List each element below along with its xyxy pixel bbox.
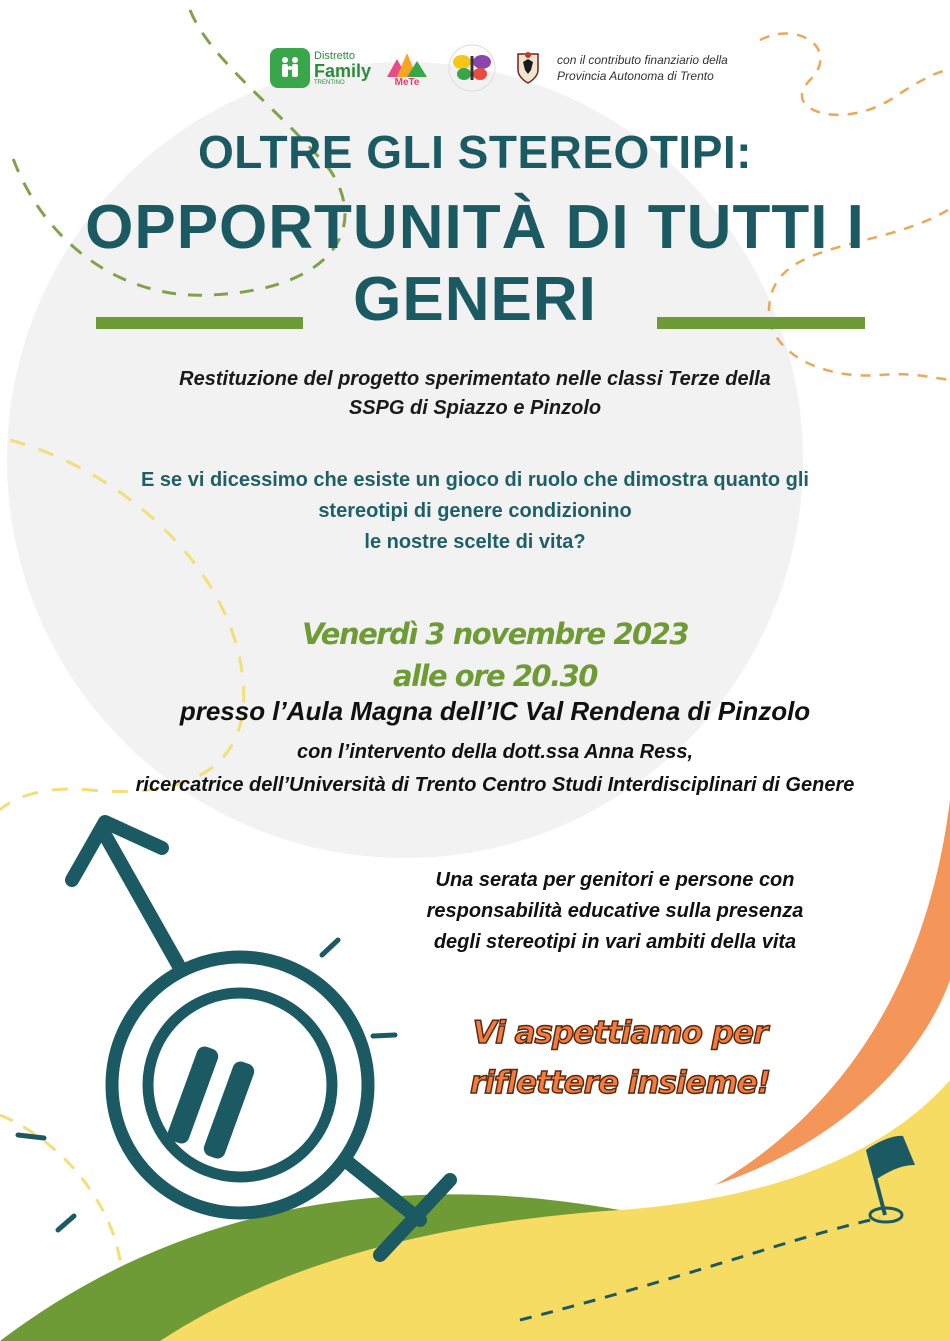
title-line1: OLTRE GLI STEREOTIPI: — [198, 126, 752, 178]
family-figure-icon — [270, 48, 310, 88]
sponsor-logos — [270, 40, 728, 96]
event-date: Venerdì 3 novembre 2023 — [301, 617, 689, 651]
gender-symbol-icon — [72, 822, 450, 1255]
event-time: alle ore 20.30 — [393, 659, 597, 693]
event-venue: presso l’Aula Magna dell’IC Val Rendena di Pinzolo — [179, 696, 811, 726]
question-line1: E se vi dicessimo che esiste un gioco di ruolo che dimostra quanto gli — [141, 469, 809, 491]
mete-logo — [385, 49, 429, 88]
dashed-curve-orange-top — [760, 34, 950, 115]
title-line2: OPPORTUNITÀ DI TUTTI I GENERI — [85, 193, 865, 334]
logo-family-line1: Distretto — [314, 49, 355, 62]
trento-coat-of-arms — [515, 50, 541, 86]
mete-label: MeTe — [394, 76, 420, 88]
evening-line2: responsabilità educative sulla presenza — [426, 900, 804, 922]
gender-symbol-bars — [166, 1044, 257, 1160]
logo-family-line3: TRENTINO — [314, 79, 345, 86]
subtitle-line1: Restituzione del progetto sperimentato nelle classi Terze della — [179, 368, 771, 390]
cta-line1: Vi aspettiamo per — [472, 1015, 768, 1051]
evening-line3: degli stereotipi in vari ambiti della vita — [433, 931, 797, 953]
speaker-line2: ricercatrice dell’Università di Trento Centro Studi Interdisciplinari di Genere — [135, 774, 855, 796]
question-line2: stereotipi di genere condizionino — [318, 500, 632, 522]
call-to-action — [430, 1008, 810, 1108]
logo-family-line2: Family — [314, 60, 372, 81]
evening-description — [395, 865, 835, 958]
event-speaker — [0, 736, 950, 802]
ic-val-rendena-logo — [443, 42, 501, 94]
project-subtitle — [100, 365, 850, 423]
question-line3: le nostre scelte di vita? — [364, 531, 586, 553]
evening-line1: Una serata per genitori e persone con — [435, 869, 795, 891]
title-rule-left — [96, 317, 303, 329]
distretto-family-logo — [270, 48, 371, 88]
contribution-line1: con il contributo finanziario della — [557, 53, 728, 67]
title-rule-right — [657, 317, 865, 329]
event-datetime — [0, 613, 950, 697]
contribution-line2: Provincia Autonoma di Trento — [557, 69, 714, 83]
subtitle-line2: SSPG di Spiazzo e Pinzolo — [348, 397, 602, 419]
intro-question — [110, 465, 840, 558]
contribution-note — [557, 52, 728, 84]
speaker-line1: con l’intervento della dott.ssa Anna Ress, — [296, 741, 693, 763]
cta-line2: riflettere insieme! — [469, 1065, 771, 1101]
